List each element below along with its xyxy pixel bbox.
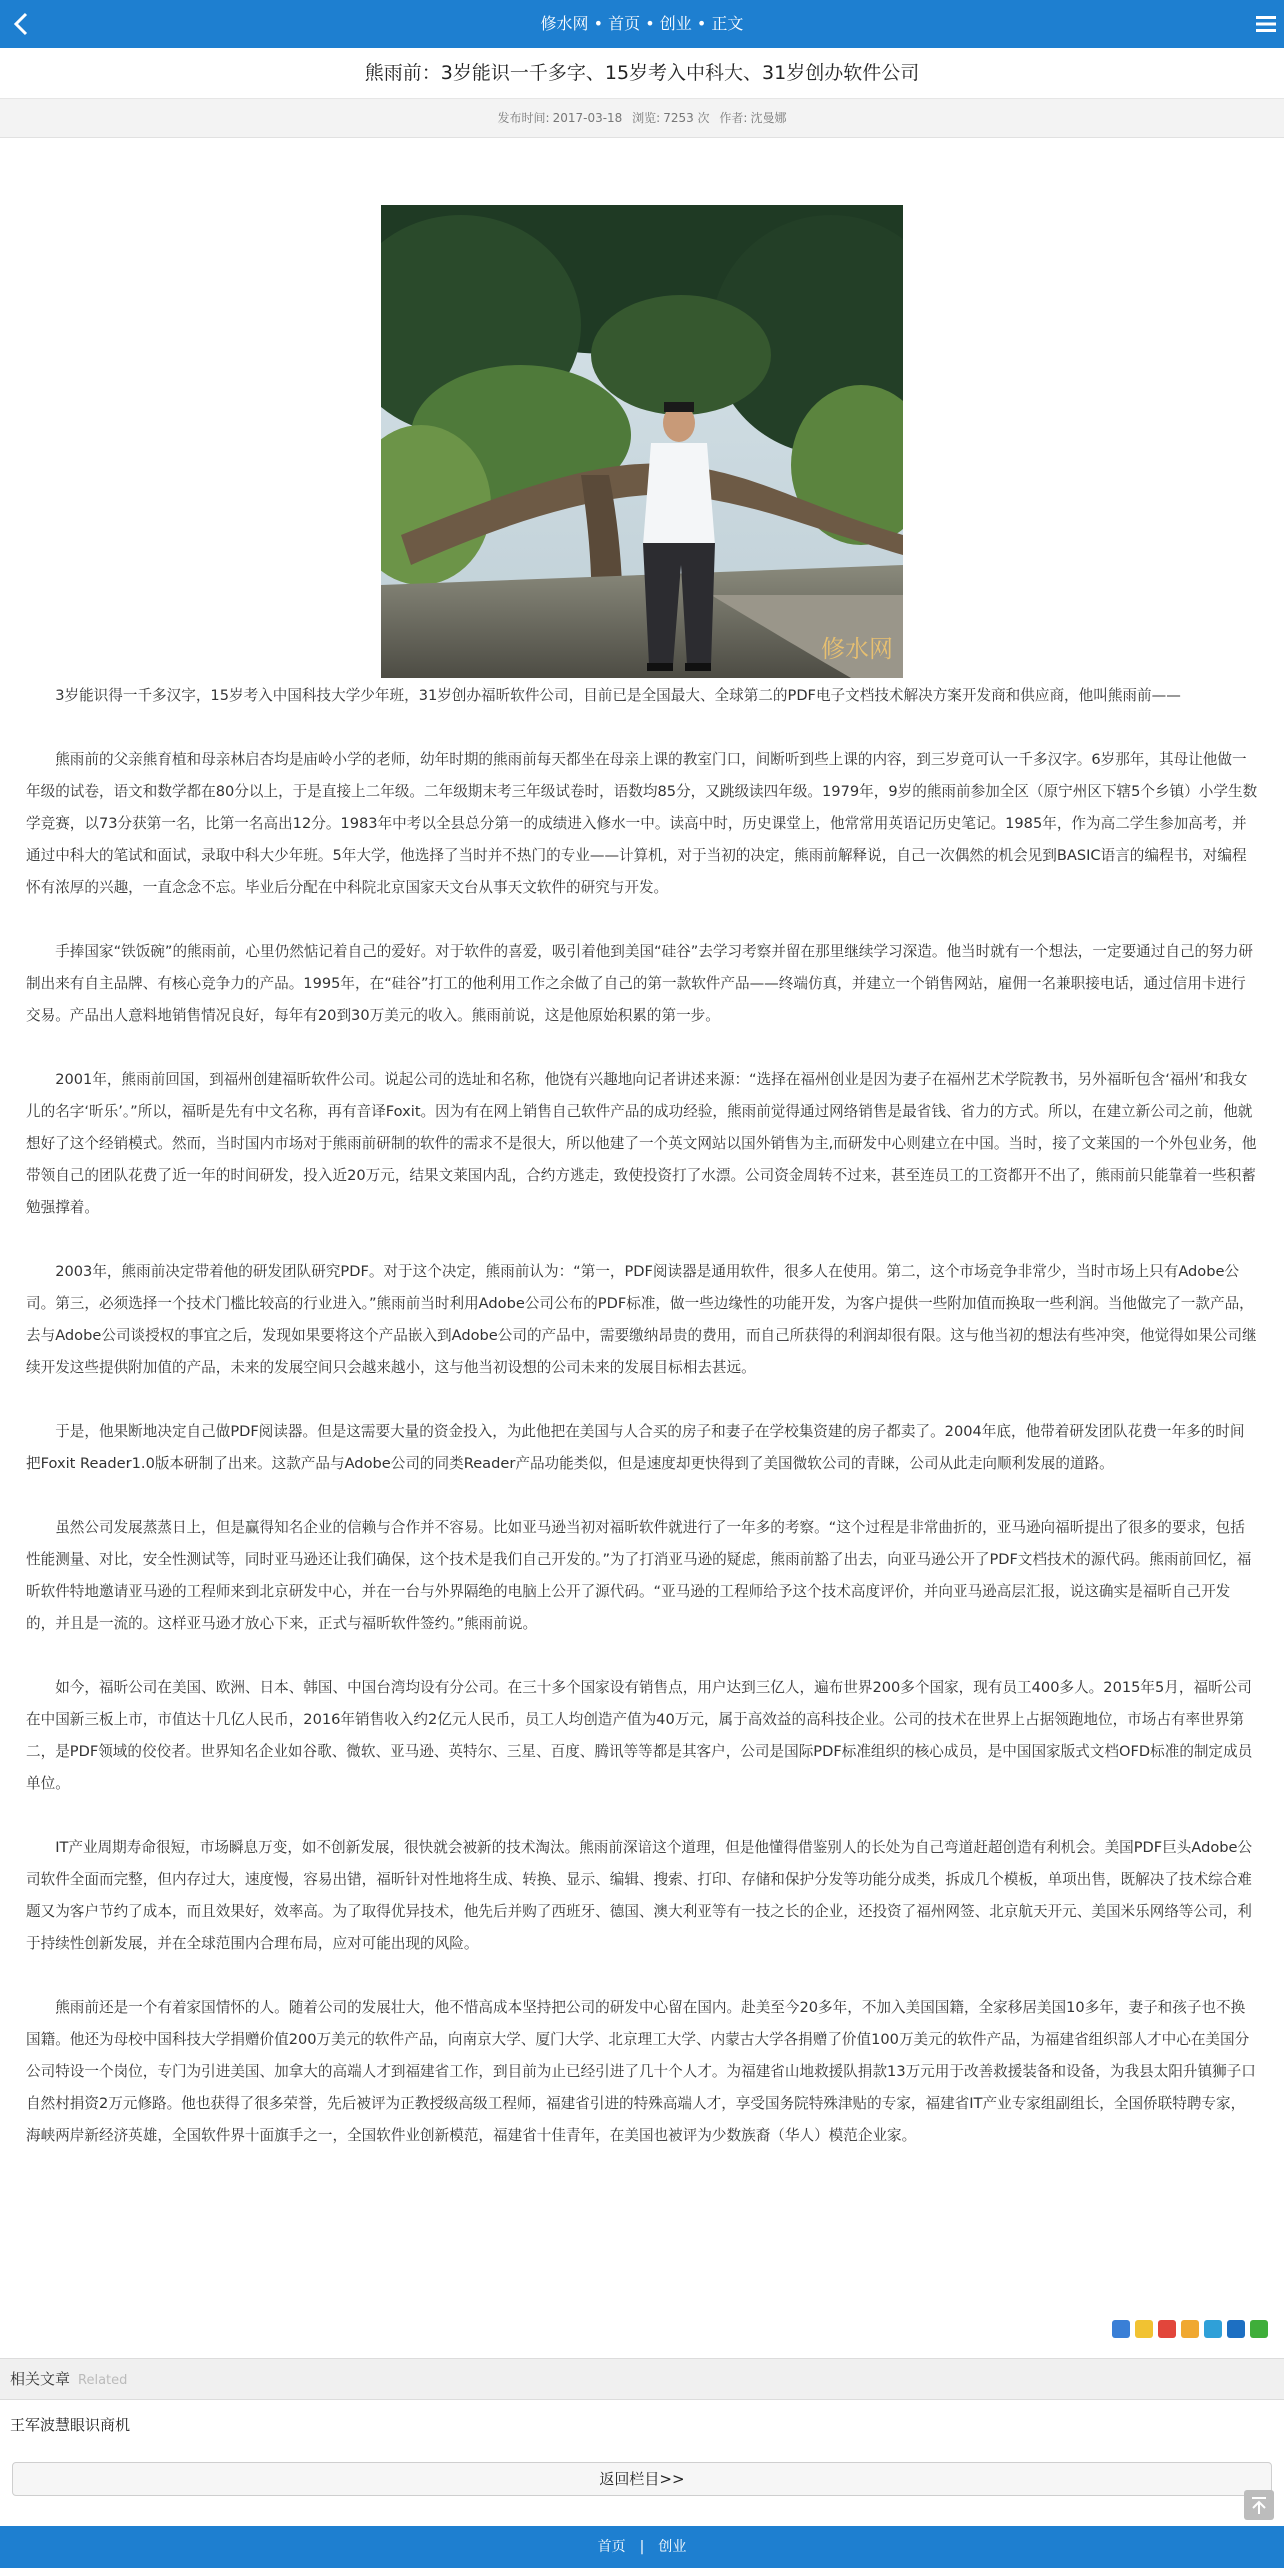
footer-link-home[interactable]: 首页 bbox=[597, 2539, 626, 2555]
related-articles-header bbox=[0, 2358, 1284, 2400]
article-photo bbox=[381, 205, 903, 678]
article-paragraph: 于是，他果断地决定自己做PDF阅读器。但是这需要大量的资金投入，为此他把在美国与人合买的房子和妻子在学校集资建的房子都卖了。2004年底，他带着研发团队花费一年多的时间把Foxit Reader1.0版本研制了出来。这款产品与Adobe公司的同类Reader产品功能类似，但是速度却更快得到了美国微软公司的青睐，公司从此走向顺利发展的道路。 bbox=[26, 1423, 1245, 1472]
publish-label: 发布时间: bbox=[497, 111, 550, 125]
breadcrumb-current: 正文 bbox=[711, 14, 744, 33]
top-navigation-bar bbox=[0, 0, 1284, 48]
article-paragraph: 熊雨前还是一个有着家国情怀的人。随着公司的发展壮大，他不惜高成本坚持把公司的研发中心留在国内。赴美至今20多年，不加入美国国籍，全家移居美国10多年，妻子和孩子也不换国籍。他还为母校中国科技大学捐赠价值200万美元的软件产品，向南京大学、厦门大学、北京理工大学、内蒙古大学各捐赠了价值100万美元的软件产品，为福建省组织部人才中心在美国分公司特设一个岗位，专门为引进美国、加拿大的高端人才到福建省工作，到目前为止已经引进了几十个人才。为福建省山地救援队捐款13万元用于改善救援装备和设备，为我县太阳升镇狮子口自然村捐资2万元修路。他也获得了很多荣誉，先后被评为正教授级高级工程师，福建省引进的特殊高端人才，享受国务院特殊津贴的专家，福建省IT产业专家组副组长，全国侨联特聘专家，海峡两岸新经济英雄，全国软件界十面旗手之一，全国软件业创新模范，福建省十佳青年，在美国也被评为少数族裔（华人）模范企业家。 bbox=[26, 1999, 1256, 2144]
views-count: 7253 次 bbox=[663, 111, 710, 125]
article-paragraph: 虽然公司发展蒸蒸日上，但是赢得知名企业的信赖与合作并不容易。比如亚马逊当初对福昕软件就进行了一年多的考察。“这个过程是非常曲折的，亚马逊向福昕提出了很多的要求，包括性能测量、对比，安全性测试等，同时亚马逊还让我们确保，这个技术是我们自己开发的。”为了打消亚马逊的疑虑，熊雨前豁了出去，向亚马逊公开了PDF文档技术的源代码。熊雨前回忆，福昕软件特地邀请亚马逊的工程师来到北京研发中心，并在一台与外界隔绝的电脑上公开了源代码。“亚马逊的工程师给予这个技术高度评价，并向亚马逊高层汇报，说这确实是福昕自己开发的，并且是一流的。这样亚马逊才放心下来，正式与福昕软件签约。”熊雨前说。 bbox=[26, 1519, 1252, 1632]
article-paragraph: 如今，福昕公司在美国、欧洲、日本、韩国、中国台湾均设有分公司。在三十多个国家设有销售点，用户达到三亿人，遍布世界200多个国家，现有员工400多人。2015年5月，福昕公司在中国新三板上市，市值达十几亿人民币，2016年销售收入约2亿元人民币，员工人均创造产值为40万元，属于高效益的高科技企业。公司的技术在世界上占据领跑地位，市场占有率世界第二，是PDF领域的佼佼者。世界知名企业如谷歌、微软、亚马逊、英特尔、三星、百度、腾讯等等都是其客户，公司是国际PDF标准组织的核心成员，是中国国家版式文档OFD标准的制定成员单位。 bbox=[26, 1679, 1253, 1792]
breadcrumb-separator: • bbox=[588, 14, 609, 33]
article-paragraph: 手捧国家“铁饭碗”的熊雨前，心里仍然惦记着自己的爱好。对于软件的喜爱，吸引着他到美国“硅谷”去学习考察并留在那里继续学习深造。他当时就有一个想法，一定要通过自己的努力研制出来有自主品牌、有核心竞争力的产品。1995年，在“硅谷”打工的他利用工作之余做了自己的第一款软件产品——终端仿真，并建立一个销售网站，雇佣一名兼职接电话，通过信用卡进行交易。产品出人意料地销售情况良好，每年有20到30万美元的收入。熊雨前说，这是他原始积累的第一步。 bbox=[26, 943, 1253, 1024]
menu-icon[interactable] bbox=[1254, 12, 1278, 36]
photo-illustration bbox=[381, 205, 903, 678]
article-paragraph: 2001年，熊雨前回国，到福州创建福昕软件公司。说起公司的选址和名称，他饶有兴趣地向记者讲述来源：“选择在福州创业是因为妻子在福州艺术学院教书，另外福昕包含‘福州’和我女儿的名字‘昕乐’。”所以，福昕是先有中文名称，再有音译Foxit。因为有在网上销售自己软件产品的成功经验，熊雨前觉得通过网络销售是最省钱、省力的方式。所以，在建立新公司之前，他就想好了这个经销模式。然而，当时国内市场对于熊雨前研制的软件的需求不是很大，所以他建了一个英文网站以国外销售为主,而研发中心则建立在中国。当时，接了文莱国的一个外包业务，他带领自己的团队花费了近一年的时间研发，投入近20万元，结果文莱国内乱，合约方逃走，致使投资打了水漂。公司资金周转不过来，甚至连员工的工资都开不出了，熊雨前只能靠着一些积蓄勉强撑着。 bbox=[26, 1071, 1257, 1216]
qzone-share-icon[interactable] bbox=[1181, 2320, 1199, 2338]
footer-nav bbox=[0, 2526, 1284, 2568]
article-paragraph: 3岁能识得一千多汉字，15岁考入中国科技大学少年班，31岁创办福昕软件公司，目前已是全国最大、全球第二的PDF电子文档技术解决方案开发商和供应商，他叫熊雨前—— bbox=[55, 687, 1181, 704]
article-paragraph: 熊雨前的父亲熊育植和母亲林启杏均是庙岭小学的老师，幼年时期的熊雨前每天都坐在母亲上课的教室门口，间断听到些上课的内容，到三岁竟可认一千多汉字。6岁那年，其母让他做一年级的试卷，语文和数学都在80分以上，于是直接上二年级。二年级期末考三年级试卷时，语数均85分，又跳级读四年级。1979年，9岁的熊雨前参加全区（原宁州区下辖5个乡镇）小学生数学竞赛，以73分获第一名，比第一名高出12分。1983年中考以全县总分第一的成绩进入修水一中。读高中时，历史课堂上，他常常用英语记历史笔记。1985年，作为高二学生参加高考，并通过中科大的笔试和面试，录取中科大少年班。5年大学，他选择了当时并不热门的专业——计算机，对于当初的决定，熊雨前解释说，自己一次偶然的机会见到BASIC语言的编程书，对编程怀有浓厚的兴趣，一直念念不忘。毕业后分配在中科院北京国家天文台从事天文软件的研究与开发。 bbox=[26, 751, 1258, 896]
article-paragraph: 2003年，熊雨前决定带着他的研发团队研究PDF。对于这个决定，熊雨前认为：“第一，PDF阅读器是通用软件，很多人在使用。第二，这个市场竞争非常少，当时市场上只有Adobe公司。第三，必须选择一个技术门槛比较高的行业进入。”熊雨前当时利用Adobe公司公布的PDF标准，做一些边缘性的功能开发，为客户提供一些附加值而换取一些利润。当他做完了一款产品，去与Adobe公司谈授权的事宜之后，发现如果要将这个产品嵌入到Adobe公司的产品中，需要缴纳昂贵的费用，而自己所获得的利润却很有限。这与他当初的想法有些冲突，他觉得如果公司继续开发这些提供附加值的产品，未来的发展空间只会越来越小，这与他当初设想的公司未来的发展目标相去甚远。 bbox=[26, 1263, 1257, 1376]
publish-date: 2017-03-18 bbox=[552, 111, 623, 125]
footer-link-category[interactable]: 创业 bbox=[658, 2539, 687, 2555]
related-article-link[interactable]: 王军波慧眼识商机 bbox=[10, 2416, 131, 2434]
views-label: 浏览: bbox=[632, 111, 661, 125]
renren-share-icon[interactable] bbox=[1227, 2320, 1245, 2338]
article-body bbox=[26, 680, 1258, 2184]
breadcrumb-site[interactable]: 修水网 bbox=[540, 14, 589, 33]
tencent-share-icon[interactable] bbox=[1204, 2320, 1222, 2338]
breadcrumb-category[interactable]: 创业 bbox=[659, 14, 692, 33]
breadcrumb-separator: • bbox=[640, 14, 660, 33]
star-share-icon[interactable] bbox=[1135, 2320, 1153, 2338]
related-heading: 相关文章 bbox=[10, 2370, 71, 2388]
article-title: 熊雨前：3岁能识一千多字、15岁考入中科大、31岁创办软件公司 bbox=[364, 62, 920, 84]
scroll-to-top-button[interactable] bbox=[1244, 2490, 1274, 2520]
share-toolbar bbox=[1112, 2320, 1268, 2338]
article-meta bbox=[0, 99, 1284, 138]
breadcrumb-home[interactable]: 首页 bbox=[608, 14, 641, 33]
wechat-share-icon[interactable] bbox=[1250, 2320, 1268, 2338]
back-to-category-button[interactable]: 返回栏目>> bbox=[12, 2462, 1272, 2496]
related-subheading: Related bbox=[78, 2373, 128, 2388]
breadcrumb-separator: • bbox=[691, 14, 712, 33]
add-share-icon[interactable] bbox=[1112, 2320, 1130, 2338]
breadcrumb bbox=[0, 0, 1284, 48]
author-name: 沈曼娜 bbox=[750, 111, 787, 125]
footer-separator: | bbox=[639, 2539, 645, 2555]
photo-watermark: 修水网 bbox=[821, 635, 893, 663]
weibo-share-icon[interactable] bbox=[1158, 2320, 1176, 2338]
author-label: 作者: bbox=[719, 111, 748, 125]
arrow-up-icon bbox=[1244, 2490, 1274, 2520]
article-title-bar bbox=[0, 48, 1284, 99]
article-paragraph: IT产业周期寿命很短，市场瞬息万变，如不创新发展，很快就会被新的技术淘汰。熊雨前深谙这个道理，但是他懂得借鉴别人的长处为自己弯道赶超创造有利机会。美国PDF巨头Adobe公司软件全面而完整，但内存过大，速度慢，容易出错，福昕针对性地将生成、转换、显示、编辑、搜索、打印、存储和保护分发等功能分成类，拆成几个模板，单项出售，既解决了技术综合难题又为客户节约了成本，而且效果好，效率高。为了取得优异技术，他先后并购了西班牙、德国、澳大利亚等有一技之长的企业，还投资了福州网签、北京航天开元、美国米乐网络等公司，利于持续性创新发展，并在全球范围内合理布局，应对可能出现的风险。 bbox=[26, 1839, 1253, 1952]
